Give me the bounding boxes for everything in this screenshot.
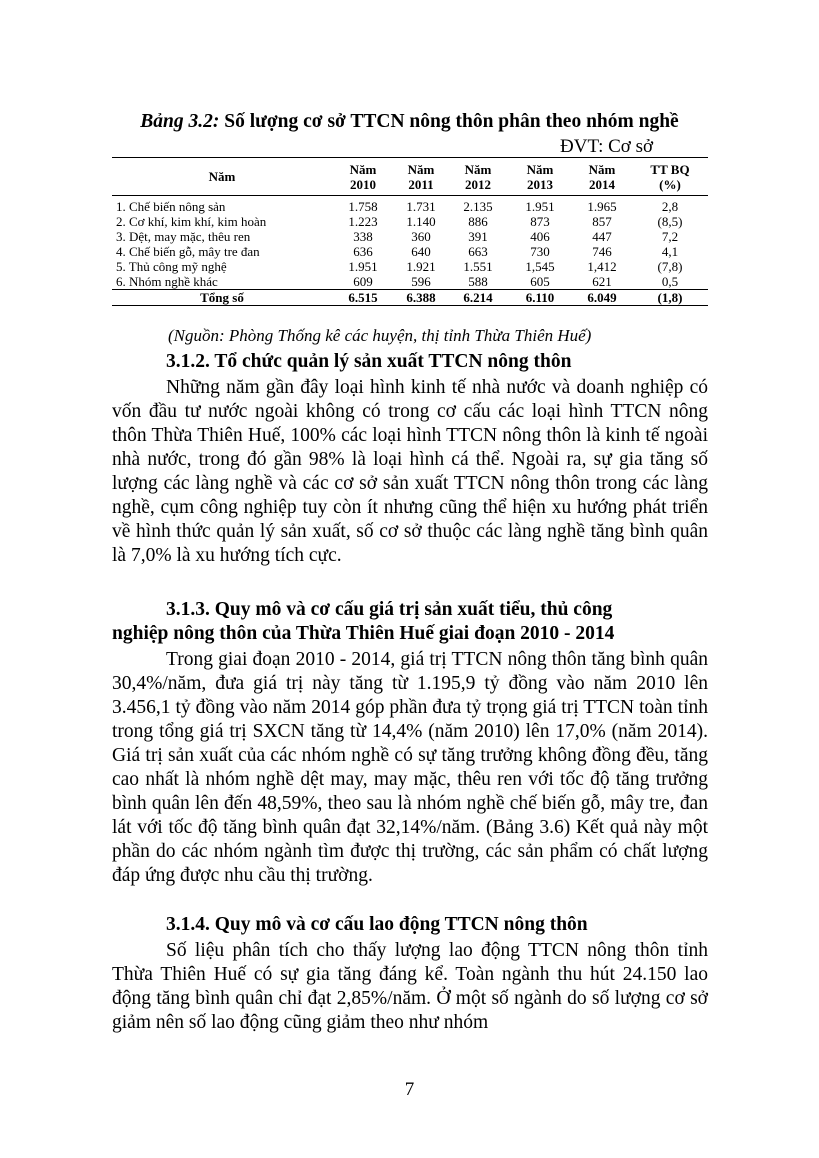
cell: 746 (592, 244, 612, 259)
table-title-text: Số lượng cơ sở TTCN nông thôn phân theo nhóm nghề (219, 111, 679, 132)
table-row (112, 214, 708, 229)
total-cell: 6.214 (463, 290, 493, 305)
cell: 447 (592, 229, 612, 244)
cell: 1.731 (406, 199, 436, 214)
cell: 621 (592, 274, 612, 289)
total-cell: 6.110 (525, 290, 555, 305)
row-label: 4. Chế biến gỗ, mây tre đan (116, 244, 260, 259)
cell: 873 (530, 214, 550, 229)
total-cell: (1,8) (657, 290, 683, 305)
cell: 1.965 (587, 199, 617, 214)
table-title-lead: Bảng 3.2: (140, 111, 220, 132)
section-heading-3-1-3-line1: 3.1.3. Quy mô và cơ cấu giá trị sản xuất tiểu, thủ công (166, 599, 613, 620)
cell: 886 (468, 214, 488, 229)
table-title (0, 111, 819, 133)
table-row (112, 244, 708, 259)
cell: 636 (353, 244, 373, 259)
cell: (8,5) (657, 214, 683, 229)
data-table (112, 157, 708, 306)
cell: 596 (411, 274, 431, 289)
paragraph-3-1-3: Trong giai đoạn 2010 - 2014, giá trị TTCN nông thôn tăng bình quân 30,4%/năm, đưa giá trị này tăng từ 1.195,9 tỷ đồng vào năm 2010 lên 3.456,1 tỷ đồng vào năm 2014 góp phần đưa tỷ trọng giá trị TTCN toàn tỉnh trong tổng giá trị SXCN tăng từ 14,4% (năm 2010) lên 17,0% (năm 2014). Giá trị sản xuất của các nhóm nghề có sự tăng trưởng không đồng đều, tăng cao nhất là nhóm nghề dệt may, may mặc, thêu ren với tốc độ tăng trưởng bình quân lên đến 48,59%, theo sau là nhóm nghề chế biến gỗ, mây tre, đan lát với tốc độ tăng bình quân đạt 32,14%/năm. (Bảng 3.6) Kết quả này một phần do các nhóm ngành tìm được thị trường, các sản phẩm có chất lượng đáp ứng được nhu cầu thị trường. (112, 649, 708, 886)
cell: 588 (468, 274, 488, 289)
cell: 1.551 (463, 259, 493, 274)
table-row (112, 229, 708, 244)
row-label: 1. Chế biến nông sản (116, 199, 226, 214)
cell: 4,1 (661, 244, 679, 259)
cell: 730 (530, 244, 550, 259)
table-row (112, 196, 708, 215)
header-2011: Năm 2011 (407, 161, 435, 192)
cell: 640 (411, 244, 431, 259)
table-total-row (112, 290, 708, 306)
table-source: (Nguồn: Phòng Thống kê các huyện, thị tỉnh Thừa Thiên Huế) (168, 326, 592, 345)
page-number: 7 (404, 1079, 415, 1100)
table-row (112, 259, 708, 274)
header-growth: TT BQ (%) (650, 161, 690, 192)
cell: 1.951 (348, 259, 378, 274)
cell: 360 (411, 229, 431, 244)
header-2013: Năm 2013 (526, 161, 554, 192)
cell: 609 (353, 274, 373, 289)
cell: 338 (353, 229, 373, 244)
total-label: Tổng số (200, 290, 244, 305)
section-heading-3-1-2: 3.1.2. Tổ chức quản lý sản xuất TTCN nông thôn (166, 351, 572, 372)
table-unit: ĐVT: Cơ sở (560, 136, 654, 157)
total-cell: 6.515 (348, 290, 378, 305)
cell: 391 (468, 229, 488, 244)
paragraph-3-1-4: Số liệu phân tích cho thấy lượng lao động TTCN nông thôn tỉnh Thừa Thiên Huế có sự gia tăng đáng kể. Toàn ngành thu hút 24.150 lao động tăng bình quân chỉ đạt 2,85%/năm. Ở một số ngành do số lượng cơ sở giảm nên số lao động cũng giảm theo như nhóm (112, 940, 708, 1033)
cell: 663 (468, 244, 488, 259)
cell: 1,412 (587, 259, 617, 274)
total-cell: 6.388 (406, 290, 436, 305)
total-cell: 6.049 (587, 290, 617, 305)
cell: 1.223 (348, 214, 378, 229)
cell: 1,545 (525, 259, 555, 274)
cell: (7,8) (657, 259, 683, 274)
section-heading-3-1-4: 3.1.4. Quy mô và cơ cấu lao động TTCN nông thôn (166, 914, 588, 935)
table-row (112, 274, 708, 290)
row-label: 5. Thủ công mỹ nghệ (116, 259, 227, 274)
cell: 406 (530, 229, 550, 244)
cell: 1.921 (406, 259, 436, 274)
table-header-row (112, 158, 708, 196)
cell: 7,2 (661, 229, 679, 244)
cell: 2,8 (661, 199, 679, 214)
cell: 2.135 (463, 199, 493, 214)
header-2012: Năm 2012 (464, 161, 492, 192)
cell: 605 (530, 274, 550, 289)
section-heading-3-1-3-line2: nghiệp nông thôn của Thừa Thiên Huế giai đoạn 2010 - 2014 (112, 623, 615, 644)
cell: 1.951 (525, 199, 555, 214)
header-year-label: Năm (208, 169, 236, 184)
row-label: 6. Nhóm nghề khác (116, 274, 218, 289)
cell: 857 (592, 214, 612, 229)
row-label: 2. Cơ khí, kim khí, kim hoàn (116, 214, 267, 229)
cell: 0,5 (661, 274, 679, 289)
cell: 1.140 (406, 214, 436, 229)
cell: 1.758 (348, 199, 378, 214)
header-2010: Năm 2010 (349, 161, 377, 192)
paragraph-3-1-2: Những năm gần đây loại hình kinh tế nhà nước và doanh nghiệp có vốn đầu tư nước ngoài không có trong cơ cấu các loại hình TTCN nông thôn Thừa Thiên Huế, 100% các loại hình TTCN nông thôn là kinh tế ngoài nhà nước, trong đó gần 98% là loại hình cá thể. Ngoài ra, sự gia tăng số lượng các làng nghề và các cơ sở sản xuất TTCN nông thôn trong các làng nghề, cụm công nghiệp tuy còn ít nhưng cũng thể hiện xu hướng phát triển về hình thức quản lý sản xuất, số cơ sở thuộc các làng nghề tăng bình quân là 7,0% là xu hướng tích cực. (112, 377, 708, 566)
header-2014: Năm 2014 (588, 161, 616, 192)
row-label: 3. Dệt, may mặc, thêu ren (116, 229, 251, 244)
